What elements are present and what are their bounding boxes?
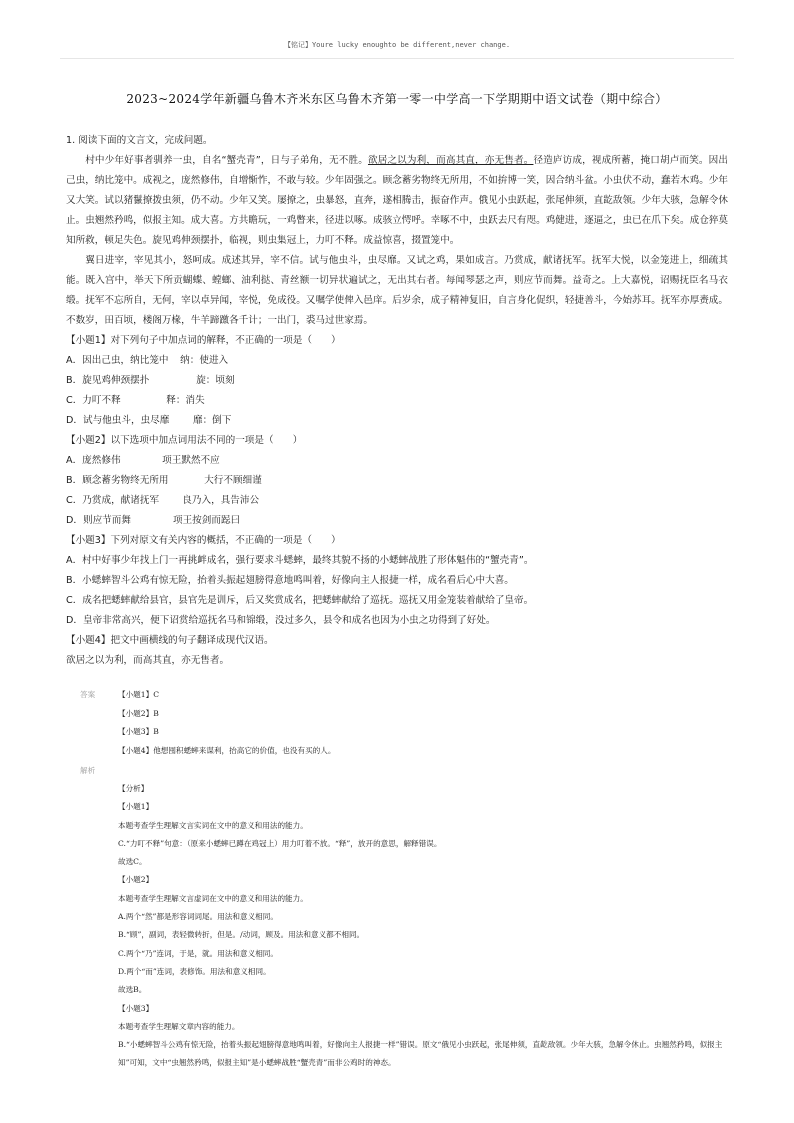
option-gloss: 项王默然不应 (162, 455, 220, 466)
question-intro: 1. 阅读下面的文言文，完成问题。 (66, 135, 213, 146)
sub-question-4-stem: 【小题4】把文中画横线的句子翻译成现代汉语。 (66, 635, 274, 646)
option-sentence: 乃赏成，献诸抚军 (82, 495, 160, 506)
passage-text: 径造庐访成，视成所蓄，掩口胡卢而笑。因出己虫，纳比笼中。成视之，庞然修伟，自增惭怍，不敢与较。少年固强之。顾念蓄劣物终无所用，不如拚博一笑，因合纳斗盆。小虫伏不动，蠢若木鸡。少年又大笑。试以猪鬣撩拨虫须，仍不动。少年又笑。屡撩之，虫暴怒，直奔，遂相腾击，振奋作声。俄见小虫跃起，张尾伸须，直龁敌领。少年大骇，急解令休止。虫翘然矜鸣，似报主知。成大喜。方共瞻玩，一鸡瞥来，径进以啄。成骇立愕呼。幸啄不中，虫跃去尺有咫。鸡健进，逐逼之，虫已在爪下矣。成仓猝莫知所救，顿足失色。旋见鸡伸颈摆扑，临视，则虫集冠上，力叮不释。成益惊喜，掇置笼中。 (66, 155, 728, 246)
answer-line: 【小题2】B (118, 708, 159, 718)
option-sentence: 因出己虫，纳比笼中 (82, 355, 169, 366)
option-row: D．皇帝非常高兴，便下诏赏给巡抚名马和锦缎，没过多久，县令和成名也因为小虫之功得到了好处。 (66, 615, 496, 626)
analysis-label: 解析 (80, 766, 96, 775)
option-sentence: 顾念蓄劣物终无所用 (82, 475, 169, 486)
option-row (66, 371, 728, 391)
sub-question-2-stem: 【小题2】以下选项中加点词用法不同的一项是（ ） (66, 435, 303, 446)
option-row (66, 451, 728, 471)
analysis-line: 本题考查学生理解文言实词在文中的意义和用法的能力。 (118, 820, 308, 830)
option-gloss: 良乃入，具告沛公 (182, 495, 260, 506)
option-gloss: 释：消失 (166, 395, 205, 406)
option-row (66, 511, 728, 531)
option-row: B．小蟋蟀智斗公鸡有惊无险，抬着头振起翅膀得意地鸣叫着，好像向主人报捷一样，成名看后心中大喜。 (66, 575, 514, 586)
answer-label: 答案 (80, 690, 96, 699)
option-sentence: 试与他虫斗，虫尽靡 (82, 415, 170, 426)
option-gloss: 大行不顾细谨 (204, 475, 262, 486)
answer-section (80, 686, 730, 760)
sub-question-1-stem: 【小题1】对下列句子中加点词的解释，不正确的一项是（ ） (66, 335, 341, 346)
header-divider (60, 58, 734, 59)
passage-text: 村中少年好事者驯养一虫，自名“蟹壳青”，日与子弟角，无不胜。 (85, 155, 368, 166)
option-gloss: 旋：顷刻 (196, 375, 235, 386)
analysis-line: 故选B。 (118, 985, 147, 995)
analysis-line: C.“力叮不释”句意：（原来小蟋蟀已蹲在鸡冠上）用力叮着不放。“释”，放开的意思，解释错误。 (118, 838, 442, 848)
option-letter: D． (66, 415, 83, 426)
translation-sentence: 欲居之以为利，而高其直，亦无售者。 (66, 655, 230, 666)
answer-line: 【小题4】他想囤积蟋蟀来谋利，抬高它的价值，也没有买的人。 (118, 745, 336, 755)
analysis-line: 故选C。 (118, 857, 147, 867)
option-letter: D． (66, 515, 83, 526)
option-row (66, 391, 728, 411)
answer-line: 【小题1】C (118, 690, 160, 699)
option-letter: B． (66, 475, 83, 486)
option-gloss: 靡：倒下 (192, 415, 232, 426)
analysis-line: D.两个“而”连词，表修饰。用法和意义相同。 (118, 966, 271, 976)
answer-content (118, 686, 730, 760)
option-row (66, 351, 728, 371)
option-letter: B． (66, 375, 83, 386)
option-sentence: 力叮不释 (82, 395, 121, 406)
option-row (66, 411, 728, 431)
analysis-line: 本题考查学生理解文言虚词在文中的意义和用法的能力。 (118, 893, 308, 903)
analysis-line: B.“小蟋蟀智斗公鸡有惊无险，抬着头振起翅膀得意地鸣叫着，好像向主人报捷一样”错误。原文“俄见小虫跃起，张尾伸须，直龁敌领。少年大骇，急解令休止。虫翘然矜鸣，似报主知”可知，文中“虫翘然矜鸣，似报主知”是小蟋蟀战胜“蟹壳青”而非公鸡时的神态。 (118, 1040, 723, 1068)
answer-line: 【小题3】B (118, 727, 159, 736)
option-letter: A． (66, 455, 83, 466)
analysis-line: 本题考查学生理解文章内容的能力。 (118, 1021, 240, 1031)
option-row (66, 491, 728, 511)
analysis-line: 【小题3】 (118, 1003, 154, 1013)
option-letter: C． (66, 495, 83, 506)
underlined-sentence: 欲居之以为利，而高其直，亦无售者。 (367, 155, 534, 166)
option-letter: A． (66, 355, 83, 366)
analysis-line: 【分析】 (118, 784, 149, 793)
analysis-line: 【小题2】 (118, 875, 154, 885)
option-letter: C． (66, 395, 83, 406)
option-row: C．成名把蟋蟀献给县官，县官先是训斥，后又奖赏成名，把蟋蟀献给了巡抚。巡抚又用金笼装着献给了皇帝。 (66, 595, 534, 606)
analysis-line: A.两个“然”都是形容词词尾。用法和意义相同。 (118, 912, 278, 922)
passage-paragraph-2: 翼日进宰，宰见其小，怒呵成。成述其异，宰不信。试与他虫斗，虫尽靡。又试之鸡，果如成言。乃赏成，献诸抚军。抚军大悦，以金笼进上，细疏其能。既入宫中，举天下所贡蝴蝶、螳螂、油利挞、青丝额一切异状遍试之，无出其右者。每闻琴瑟之声，则应节而舞。益奇之。上大嘉悦，诏赐抚臣名马衣缎。抚军不忘所自，无何，宰以卓异闻，宰悦，免成役。又嘱学使俾入邑庠。后岁余，成子精神复旧，自言身化促织，轻捷善斗，今始苏耳。抚军亦厚赉成。不数岁，田百顷，楼阁万椽，牛羊蹄躈各千计；一出门，裘马过世家焉。 (66, 255, 728, 326)
passage-paragraph-1 (66, 151, 728, 251)
option-row (66, 471, 728, 491)
header-motto: 【铭记】Youre lucky enoughto be different,never change. (283, 41, 511, 49)
analysis-line: C.两个“乃”连词，于是，就。用法和意义相同。 (118, 948, 278, 958)
analysis-line: B.“顾”，副词，表轻微转折，但是。/动词，顾及。用法和意义都不相同。 (118, 930, 365, 940)
analysis-line: 【小题1】 (118, 802, 154, 812)
question-section (66, 131, 728, 671)
option-gloss: 纳：使进入 (180, 355, 229, 366)
analysis-content (118, 762, 730, 1073)
option-sentence: 庞然修伟 (82, 455, 121, 466)
page-title: 2023~2024学年新疆乌鲁木齐米东区乌鲁木齐第一零一中学高一下学期期中语文试卷（期中综合） (126, 92, 668, 106)
option-sentence: 旋见鸡伸颈摆扑 (82, 375, 150, 386)
sub-question-3-stem: 【小题3】下列对原文有关内容的概括，不正确的一项是（ ） (66, 535, 341, 546)
option-sentence: 则应节而舞 (82, 515, 131, 526)
option-row: A．村中好事少年找上门一再挑衅成名，强行要求斗蟋蟀，最终其貌不扬的小蟋蟀战胜了形体魁伟的“蟹壳青”。 (66, 555, 534, 566)
option-gloss: 项王按剑而跽曰 (172, 515, 241, 526)
analysis-section (80, 762, 730, 1073)
